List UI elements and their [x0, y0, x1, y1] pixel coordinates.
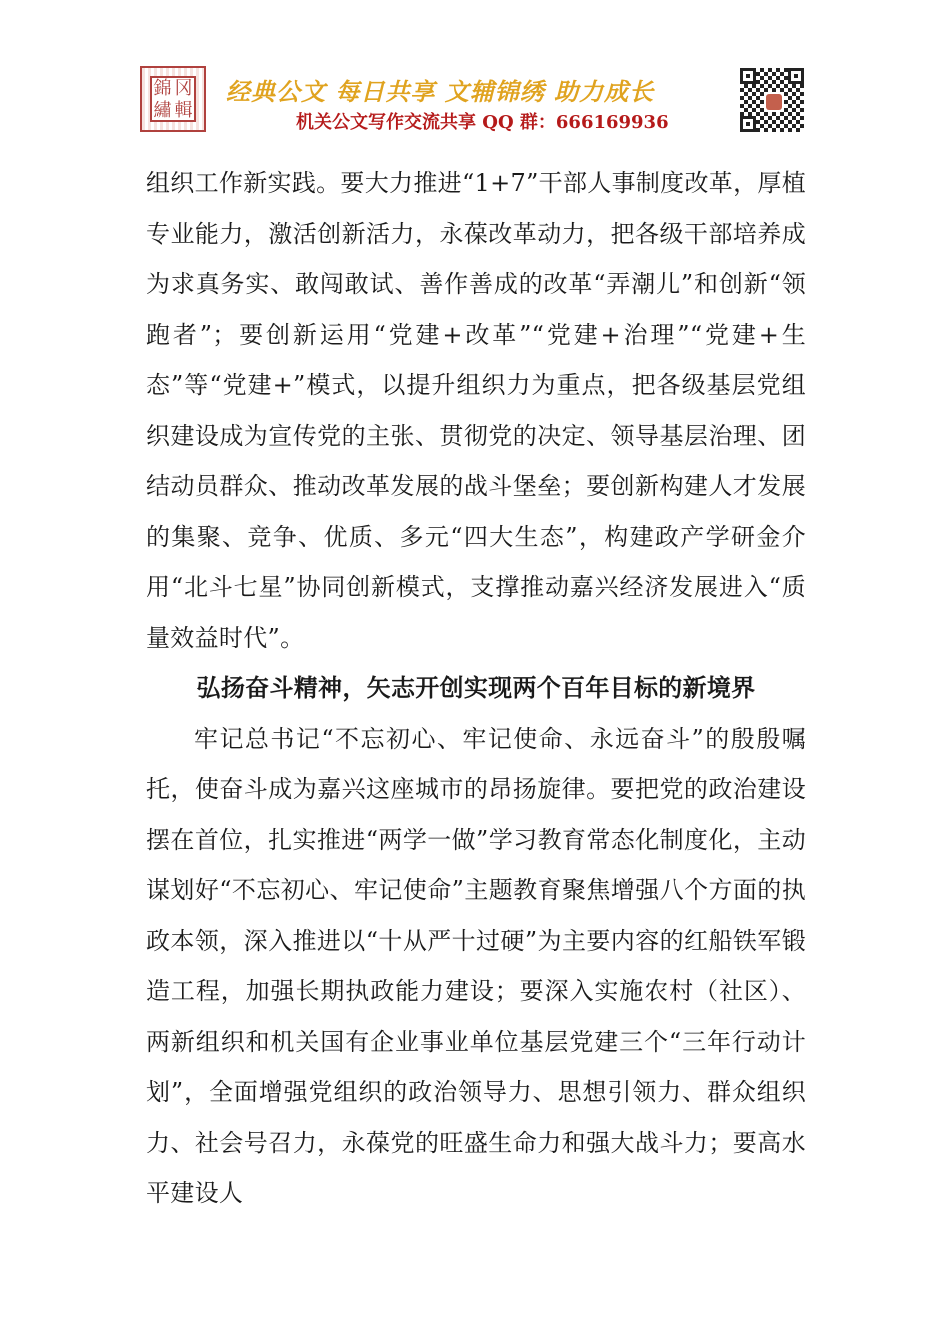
body-paragraph: 牢记总书记“不忘初心、牢记使命、永远奋斗”的殷殷嘱托，使奋斗成为嘉兴这座城市的昂扬旋律。要把党的政治建设摆在首位，扎实推进“两学一做”学习教育常态化制度化，主动谋划好“不忘初心、牢记使命”主题教育聚焦增强八个方面的执政本领，深入推进以“十从严十过硬”为主要内容的红船铁军锻造工程，加强长期执政能力建设；要深入实施农村（社区）、两新组织和机关国有企业事业单位基层党建三个“三年行动计划”，全面增强党组织的政治领导力、思想引领力、群众组织力、社会号召力，永葆党的旺盛生命力和强大战斗力；要高水平建设人 — [146, 724, 806, 1207]
brand-seal-logo — [140, 66, 206, 132]
header-slogan: 经典公文 每日共享 文辅锦绣 助力成长 — [226, 78, 655, 106]
logo-char: 錦 — [153, 78, 172, 99]
body-paragraph: 组织工作新实践。要大力推进“1+7”干部人事制度改革，厚植专业能力，激活创新活力，永葆改革动力，把各级干部培养成为求真务实、敢闯敢试、善作善成的改革“弄潮儿”和创新“领跑者”；要创新运用“党建+改革”“党建+治理”“党建+生态”等“党建+”模式，以提升组织力为重点，把各级基层党组织建设成为宣传党的主张、贯彻党的决定、领导基层治理、团结动员群众、推动改革发展的战斗堡垒；要创新构建人才发展的集聚、竞争、优质、多元“四大生态”，构建政产学研金介用“北斗七星”协同创新模式，支撑推动嘉兴经济发展进入“质量效益时代”。 — [146, 169, 806, 652]
qr-code-icon — [738, 66, 806, 134]
document-body — [146, 158, 806, 1219]
qq-group-line: 机关公文写作交流共享 QQ 群：666169936 — [296, 112, 669, 133]
page-header — [140, 64, 808, 136]
section-heading: 弘扬奋斗精神，矢志开创实现两个百年目标的新境界 — [196, 674, 756, 702]
logo-char: 繡 — [153, 100, 172, 121]
logo-char: 輯 — [174, 100, 193, 121]
logo-char: 冈 — [174, 78, 193, 99]
